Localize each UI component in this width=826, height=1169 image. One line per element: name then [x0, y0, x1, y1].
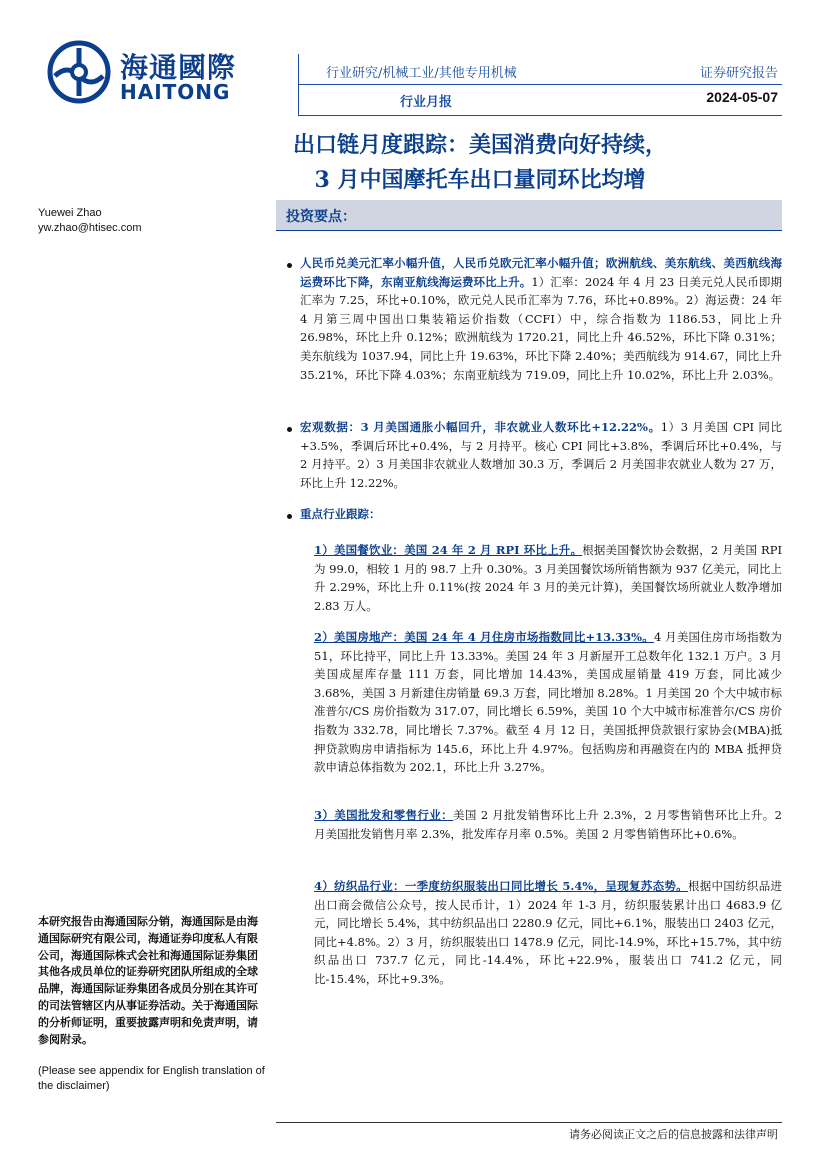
- disclaimer-cn: 本研究报告由海通国际分销，海通国际是由海通国际研究有限公司，海通证券印度私人有限公司，海通国际株式会社和海通国际证券集团其他各成员单位的证券研究团队所组成的全球品牌，海通国际证券集团各成员分别在其许可的司法管辖区内从事证券活动。关于海通国际的分析师证明，重要披露声明和免责声明，请参阅附录。: [38, 915, 258, 1046]
- section-heading-bar: [276, 200, 782, 230]
- industry-lead: 4）纺织品行业：一季度纺织服装出口同比增长 5.4%，呈现复苏态势。: [314, 879, 688, 893]
- industry-body: 4 月美国住房市场指数为 51，环比持平，同比上升 13.33%。美国 24 年 3 月新屋开工总数年化 132.1 万户。3 月美国成屋库存量 111 万套，同比增加 14.43%，美国成屋销量 419 万套，同比减少 3.68%，美国 3 月新建住房销量 69.3 万套，同比增加 8.28%。1 月美国 20 个大中城市标准普尔/CS 房价指数为 317.07，同比增长 6.59%，美国 10 个大中城市标准普尔/CS 房价指数为 332.78，同比增长 7.37%。截至 4 月 12 日，美国抵押贷款银行家协会(MBA)抵押贷款购房申请指标为 145.6，环比上升 4.97%。包括购房和再融资在内的 MBA 抵押贷款申请总体指数为 202.1，环比上升 3.27%。: [314, 630, 782, 775]
- header-divider-bottom: [298, 115, 782, 116]
- report-category: 行业研究/机械工业/其他专用机械: [326, 66, 517, 81]
- industry-textile: [314, 877, 782, 989]
- footer-divider: [276, 1122, 782, 1123]
- page-title-line1: 出口链月度跟踪：美国消费向好持续，: [292, 132, 667, 158]
- bullet-exchange-freight: [300, 254, 782, 384]
- haitong-logo-icon: [47, 40, 111, 104]
- industry-body: 根据中国纺织品进出口商会微信公众号，按人民币计，1）2024 年 1-3 月，纺织服装累计出口 4683.9 亿元，同比增长 5.4%，其中纺织品出口 2280.9 亿元，同比+6.1%，服装出口 2403 亿元，同比+4.8%。2）3 月，纺织服装出口 1478.9 亿元，同比-14.9%，环比+15.7%，其中纺织品出口 737.7 亿元，同比-14.4%，环比+22.9%，服装出口 741.2 亿元，同比-15.4%，环比+9.3%。: [314, 879, 783, 986]
- industry-real-estate: [314, 628, 782, 777]
- bullet-industry-tracking: [300, 505, 782, 524]
- bullet-body: 1）3 月美国 CPI 同比+3.5%，季调后环比+0.4%，与 2 月持平。核心 CPI 同比+3.8%，季调后环比+0.4%，与 2 月持平。2）3 月美国非农就业人数增加 30.3 万，季调后 2 月美国非农就业人数为 27 万，环比上升 12.22%。: [300, 420, 783, 490]
- bullet-dot: [287, 263, 292, 268]
- page-title-line2: 3 月中国摩托车出口量同环比均增: [314, 167, 646, 193]
- section-heading: 投资要点：: [286, 209, 356, 225]
- industry-body: 美国 2 月批发销售环比上升 2.3%，2 月零售销售环比上升。2 月美国批发销售月率 2.3%，批发库存月率 0.5%。美国 2 月零售销售环比+0.6%。: [314, 808, 782, 841]
- report-type: 证券研究报告: [699, 66, 778, 81]
- logo-en-text: HAITONG: [120, 80, 231, 104]
- industry-lead: 3）美国批发和零售行业：: [314, 808, 454, 822]
- bullet-lead: 宏观数据：3 月美国通胀小幅回升，非农就业人数环比+12.22%。: [300, 420, 661, 434]
- bullet-macro-data: [300, 418, 782, 492]
- section-underline: [276, 230, 782, 231]
- header-divider-mid: [298, 84, 782, 85]
- author-block: [38, 206, 142, 236]
- industry-lead: 2）美国房地产：美国 24 年 4 月住房市场指数同比+13.33%。: [314, 630, 654, 644]
- footer-notice: 请务必阅读正文之后的信息披露和法律声明: [569, 1128, 778, 1141]
- bullet-lead: 重点行业跟踪：: [300, 507, 381, 521]
- logo-cn-text: 海通國際: [120, 51, 237, 84]
- author-email[interactable]: yw.zhao@htisec.com: [38, 222, 142, 234]
- disclaimer-en: (Please see appendix for English translation of the disclaimer): [38, 1065, 265, 1092]
- author-name: Yuewei Zhao: [38, 207, 102, 219]
- bullet-dot: [287, 514, 292, 519]
- industry-body: 根据美国餐饮协会数据，2 月美国 RPI 为 99.0，相较 1 月的 98.7 上升 0.30%。3 月美国餐饮场所销售额为 937 亿美元，同比上升 2.29%，环比上升 0.11%(按 2024 年 3 月的美元计算)，美国餐饮场所就业人数净增加 2.83 万人。: [314, 543, 782, 613]
- header-divider-vertical: [298, 54, 299, 116]
- bullet-body: 1）汇率：2024 年 4 月 23 日美元兑人民币即期汇率为 7.25，环比+0.10%，欧元兑人民币汇率为 7.76，环比+0.89%。2）海运费：24 年 4 月第三周中国出口集装箱运价指数（CCFI）中，综合指数为 1186.53，同比上升 26.98%，环比上升 0.12%；欧洲航线为 1720.21，同比上升 46.52%，环比下降 0.31%；美东航线为 1037.94，同比上升 19.63%，环比下降 2.40%；美西航线为 914.67，同比上升 35.21%，环比下降 4.03%；东南亚航线为 719.09，同比上升 10.02%，环比上升 2.03%。: [300, 274, 782, 382]
- report-subtype: 行业月报: [400, 95, 453, 110]
- bullet-dot: [287, 427, 292, 432]
- industry-wholesale-retail: [314, 806, 782, 843]
- industry-restaurant: [314, 541, 782, 615]
- bullet-lead: 人民币兑美元汇率小幅升值，人民币兑欧元汇率小幅升值；欧洲航线、美东航线、美西航线海运费环比下降，东南亚航线海运费环比上升。: [300, 256, 782, 289]
- report-date: 2024-05-07: [706, 89, 778, 105]
- industry-lead: 1）美国餐饮业：美国 24 年 2 月 RPI 环比上升。: [314, 543, 583, 557]
